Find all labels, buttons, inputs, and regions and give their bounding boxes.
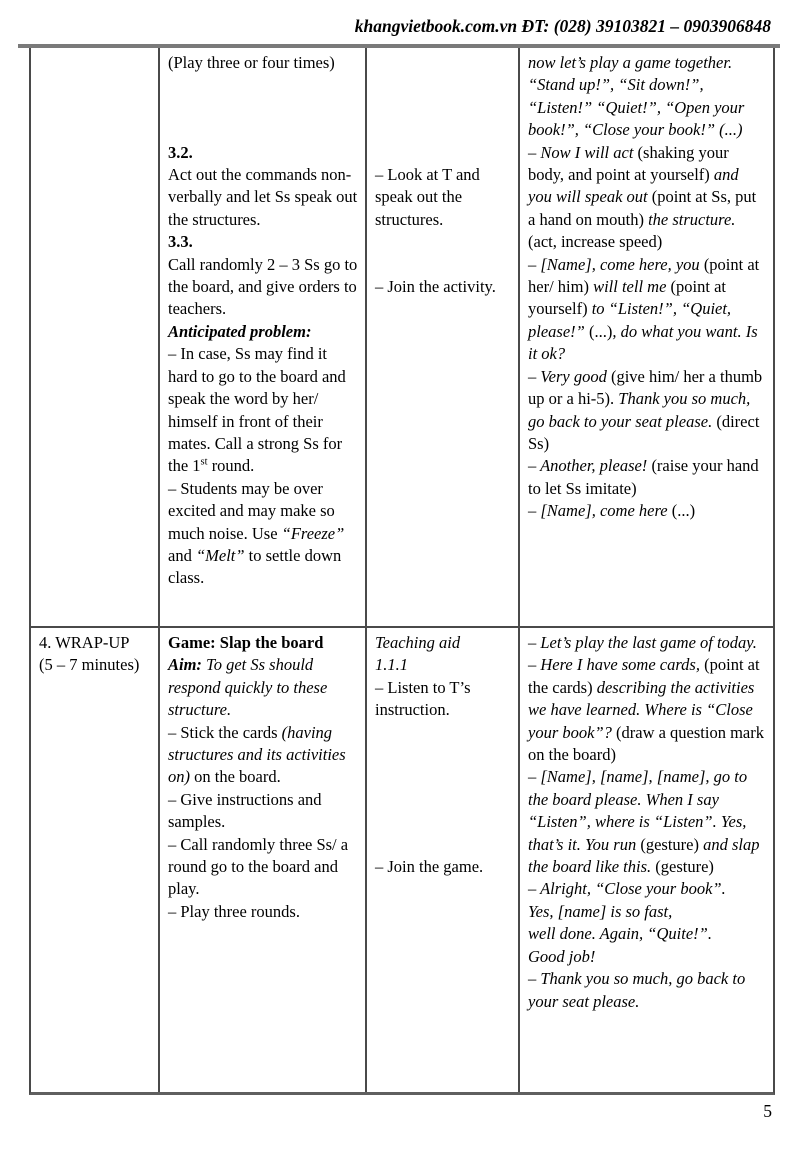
paragraph: – Thank you so much, go back to your seat please. [528,969,746,1011]
paragraph: 3.2. [168,142,193,162]
paragraph: Teaching aid [375,633,461,652]
paragraph [168,74,358,96]
paragraph [168,97,358,119]
paragraph: – [Name], [name], [name], go to the board please. When I say “Listen”, where is “Listen”. Yes, that’s it. You run (gesture) and slap the board like this. (gesture) [528,767,760,877]
paragraph [375,119,511,141]
paragraph: 1.1.1 [375,655,408,675]
paragraph: – Play three rounds. [168,901,300,921]
paragraph: Act out the commands non-verbally and let Ss speak out the structures. [168,165,358,229]
paragraph: (Play three or four times) [168,53,335,72]
cell-stage-row2 [31,628,160,1092]
paragraph [168,119,358,141]
cell-classroom-language-row1 [520,48,773,628]
paragraph: – Join the activity. [375,277,496,297]
paragraph: – Let’s play the last game of today. [528,633,757,652]
paragraph [375,231,511,253]
cell-teacher-activities-row1 [160,48,367,628]
paragraph [375,254,511,276]
page-number: 5 [763,1101,772,1121]
paragraph [375,142,511,164]
paragraph [375,722,511,744]
cell-student-activities-row2 [367,628,520,1092]
paragraph: – Give instructions and samples. [168,789,322,832]
paragraph: Anticipated problem: [168,321,312,341]
paragraph: (5 – 7 minutes) [39,655,140,675]
paragraph [375,97,511,119]
paragraph: – Listen to T’s instruction. [375,677,471,720]
cell-student-activities-row1 [367,48,520,628]
paragraph: – Join the game. [375,857,484,877]
paragraph: – In case, Ss may find it hard to go to the board and speak the word by her/ himself in front of their mates. Call a strong Ss for the 1st round. [168,344,346,476]
paragraph [375,811,511,833]
cell-classroom-language-row2 [520,628,773,1092]
paragraph: – Very good (give him/ her a thumb up or a hi-5). Thank you so much, go back to your seat please. (direct Ss) [528,366,763,453]
paragraph: – Alright, “Close your book”. [528,879,726,899]
paragraph: well done. Again, “Quite!”. [528,924,712,944]
paragraph: – Here I have some cards, (point at the cards) describing the activities we have learned. Where is “Close your book”? (draw a question mark on the board) [528,655,764,765]
paragraph [375,766,511,788]
paragraph: now let’s play a game together. “Stand up!”, “Sit down!”, “Listen!” “Quiet!”, “Open your book!”, “Close your book!” (...) [528,53,745,140]
paragraph [375,52,511,74]
paragraph: Game: Slap the board [168,633,324,652]
paragraph: Yes, [name] is so fast, [528,901,673,921]
paragraph: – Now I will act (shaking your body, and point at yourself) and you will speak out (point at Ss, put a hand on mouth) the structure. (act, increase speed) [528,142,757,252]
paragraph: Good job! [528,946,596,966]
paragraph: – Stick the cards (having structures and its activities on) on the board. [168,722,346,787]
paragraph [375,744,511,766]
paragraph [375,74,511,96]
paragraph: – Another, please! (raise your hand to let Ss imitate) [528,456,759,498]
lesson-plan-table [29,48,775,1095]
paragraph [375,834,511,856]
page-header: khangvietbook.com.vn ĐT: (028) 39103821 – 0903906848 [354,16,771,36]
paragraph: – [Name], come here, you (point at her/ him) will tell me (point at yourself) to “Listen!”, “Quiet, please!” (...), do what you want. Is it ok? [528,254,760,364]
paragraph [375,789,511,811]
paragraph: Aim: To get Ss should respond quickly to these structure. [168,655,328,720]
paragraph: 4. WRAP-UP [39,633,130,652]
paragraph: – Call randomly three Ss/ a round go to the board and play. [168,834,349,899]
paragraph: – Look at T and speak out the structures. [375,165,480,229]
paragraph: – Students may be over excited and may make so much noise. Use “Freeze” and “Melt” to settle down class. [168,478,345,588]
paragraph: 3.3. [168,232,193,252]
cell-teacher-activities-row2 [160,628,367,1092]
paragraph: – [Name], come here (...) [528,501,696,521]
paragraph: Call randomly 2 – 3 Ss go to the board, and give orders to teachers. [168,254,358,319]
cell-stage-row1 [31,48,160,628]
